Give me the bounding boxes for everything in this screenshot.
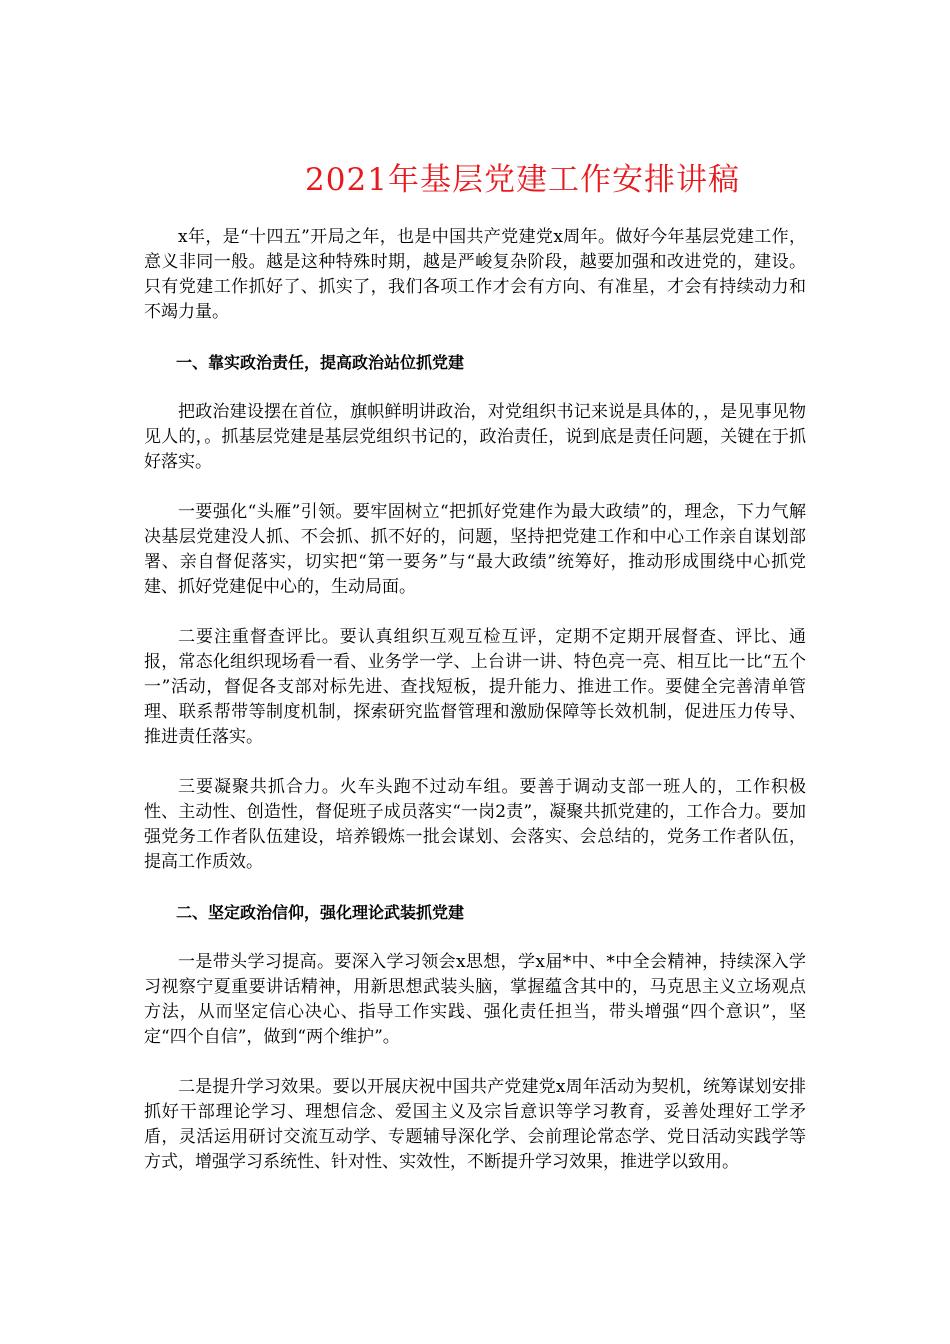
section-heading-1: 一、靠实政治责任，提高政治站位抓党建 <box>176 353 465 372</box>
document-body <box>144 225 806 1175</box>
document-title: 2021年基层党建工作安排讲稿 <box>305 162 740 198</box>
section2-paragraph-2: 二是提升学习效果。要以开展庆祝中国共产党建党x周年活动为契机，统筹谋划安排抓好干部理论学习、理想信念、爱国主义及宗旨意识等学习教育，妥善处理好工学矛盾，灵活运用研讨交流互动学、专题辅导深化学、会前理论常态学、党日活动实践学等方式，增强学习系统性、针对性、实效性，不断提升学习效果，推进学以致用。 <box>144 1077 806 1172</box>
paragraph-spacer <box>144 925 806 950</box>
paragraph-spacer <box>144 1050 806 1075</box>
paragraph-spacer <box>144 875 806 900</box>
paragraph-spacer <box>144 750 806 775</box>
section1-paragraph-2: 一要强化“头雁”引领。要牢固树立“把抓好党建作为最大政绩”的，理念，下力气解决基层党建没人抓、不会抓、抓不好的，问题，坚持把党建工作和中心工作亲自谋划部署、亲自督促落实，切实把“第一要务”与“最大政绩”统筹好，推动形成围绕中心抓党建、抓好党建促中心的，生动局面。 <box>144 502 806 597</box>
paragraph-spacer <box>144 375 806 400</box>
paragraph-spacer <box>144 600 806 625</box>
section1-paragraph-1: 把政治建设摆在首位，旗帜鲜明讲政治，对党组织书记来说是具体的，，是见事见物见人的，。抓基层党建是基层党组织书记的，政治责任，说到底是责任问题，关键在于抓好落实。 <box>144 402 806 472</box>
section-heading-2: 二、坚定政治信仰，强化理论武装抓党建 <box>176 903 465 922</box>
paragraph-spacer <box>144 325 806 350</box>
section1-paragraph-3: 二要注重督查评比。要认真组织互观互检互评，定期不定期开展督查、评比、通报，常态化组织现场看一看、业务学一学、上台讲一讲、特色亮一亮、相互比一比“五个一”活动，督促各支部对标先进、查找短板，提升能力、推进工作。要健全完善清单管理、联系帮带等制度机制，探索研究监督管理和激励保障等长效机制，促进压力传导、推进责任落实。 <box>144 627 806 747</box>
section1-paragraph-4: 三要凝聚共抓合力。火车头跑不过动车组。要善于调动支部一班人的，工作积极性、主动性、创造性，督促班子成员落实“一岗2责”，凝聚共抓党建的，工作合力。要加强党务工作者队伍建设，培养锻炼一批会谋划、会落实、会总结的，党务工作者队伍，提高工作质效。 <box>144 777 806 872</box>
paragraph-spacer <box>144 475 806 500</box>
section2-paragraph-1: 一是带头学习提高。要深入学习领会x思想，学x届*中、*中全会精神，持续深入学习视察宁夏重要讲话精神，用新思想武装头脑，掌握蕴含其中的，马克思主义立场观点方法，从而坚定信心决心、指导工作实践、强化责任担当，带头增强“四个意识”，坚定“四个自信”，做到“两个维护”。 <box>144 952 806 1047</box>
intro-paragraph: x年，是“十四五”开局之年，也是中国共产党建党x周年。做好今年基层党建工作，意义非同一般。越是这种特殊时期，越是严峻复杂阶段，越要加强和改进党的，建设。只有党建工作抓好了、抓实了，我们各项工作才会有方向、有准星，才会有持续动力和不竭力量。 <box>144 227 806 322</box>
